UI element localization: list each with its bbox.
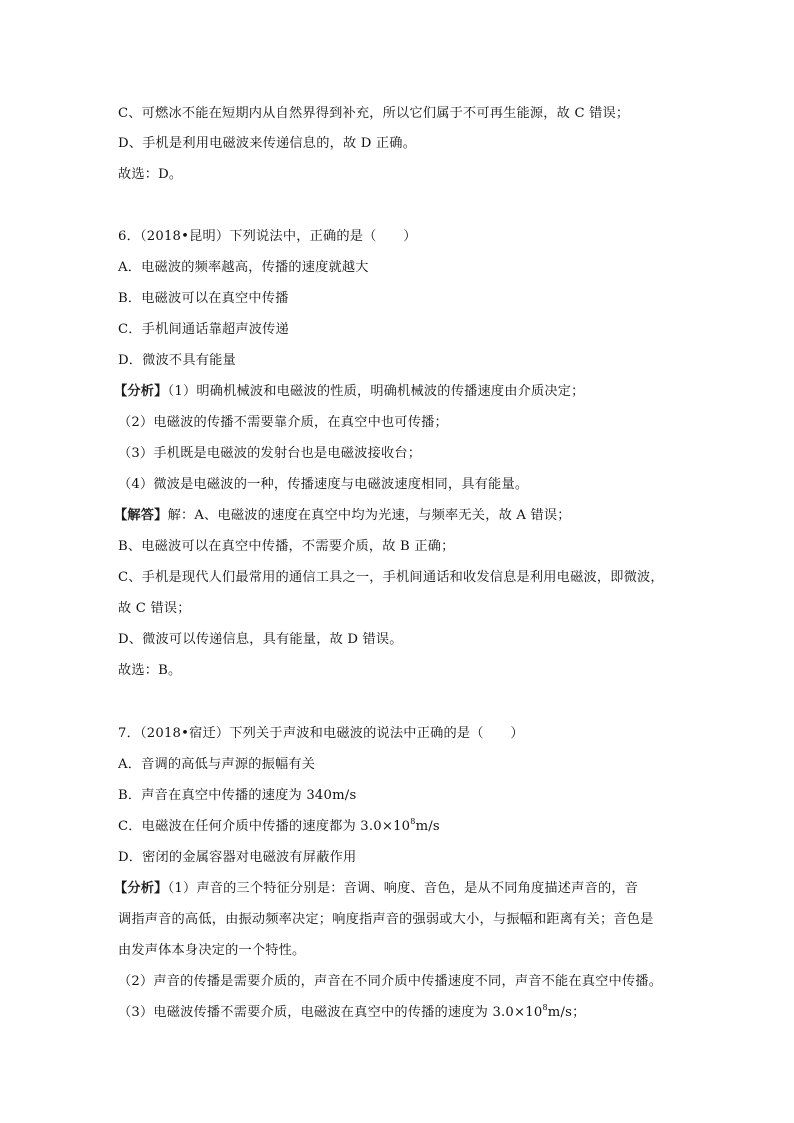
q5-answer: 故选：D。 bbox=[118, 167, 183, 182]
q5-option-d-explanation: D、手机是利用电磁波来传递信息的，故 D 正确。 bbox=[118, 136, 417, 151]
q7-stem: 7．（2018•宿迁）下列关于声波和电磁波的说法中正确的是（ ） bbox=[118, 726, 524, 741]
q7-analysis-line-4: （2）声音的传播是需要介质的，声音在不同介质中传播速度不同，声音不能在真空中传播。 bbox=[118, 974, 663, 989]
q6-solution-line-3: C、手机是现代人们最常用的通信工具之一，手机间通话和收发信息是利用电磁波，即微波， bbox=[118, 570, 664, 585]
unit: m/s bbox=[415, 819, 440, 834]
q7-analysis-line-1 bbox=[114, 879, 638, 899]
q7-option-c bbox=[118, 817, 440, 837]
q7-analysis-line-3: 由发声体本身决定的一个特性。 bbox=[118, 943, 306, 958]
exponent: 8 bbox=[410, 817, 416, 826]
analysis-text: （3）电磁波传播不需要介质，电磁波在真空中的传播的速度为 3.0×10 bbox=[118, 1005, 543, 1020]
q5-option-c-explanation: C、可燃冰不能在短期内从自然界得到补充，所以它们属于不可再生能源，故 C 错误； bbox=[118, 106, 630, 121]
q6-analysis-line-2: （2）电磁波的传播不需要靠介质，在真空中也可传播； bbox=[118, 415, 448, 430]
q6-option-d: D．微波不具有能量 bbox=[118, 353, 236, 368]
solution-text: 解：A、电磁波的速度在真空中均为光速，与频率无关，故 A 错误； bbox=[167, 508, 571, 523]
analysis-text: （1）明确机械波和电磁波的性质，明确机械波的传播速度由介质决定； bbox=[167, 384, 585, 399]
q6-analysis-line-3: （3）手机既是电磁波的发射台也是电磁波接收台； bbox=[118, 446, 422, 461]
q6-solution-line-1 bbox=[114, 506, 571, 526]
analysis-text: （1）声音的三个特征分别是：音调、响度、音色，是从不同角度描述声音的，音 bbox=[167, 881, 639, 896]
q7-option-a: A．音调的高低与声源的振幅有关 bbox=[118, 757, 316, 772]
q7-option-b: B．声音在真空中传播的速度为 340m/s bbox=[118, 788, 357, 803]
q7-analysis-line-2: 调指声音的高低，由振动频率决定；响度指声音的强弱或大小，与振幅和距离有关；音色是 bbox=[118, 912, 654, 927]
analysis-tag: 【分析】 bbox=[114, 384, 168, 399]
q6-answer: 故选：B。 bbox=[118, 663, 182, 678]
solution-tag: 【解答】 bbox=[114, 508, 168, 523]
q6-option-c: C．手机间通话靠超声波传递 bbox=[118, 322, 289, 337]
q6-option-a: A．电磁波的频率越高，传播的速度就越大 bbox=[118, 260, 369, 275]
q6-solution-line-5: D、微波可以传递信息，具有能量，故 D 错误。 bbox=[118, 632, 403, 647]
q7-analysis-line-5 bbox=[118, 1003, 585, 1023]
q6-stem: 6．（2018•昆明）下列说法中，正确的是（ ） bbox=[118, 229, 417, 244]
q6-analysis-line-1 bbox=[114, 382, 585, 402]
q7-option-d: D．密闭的金属容器对电磁波有屏蔽作用 bbox=[118, 850, 357, 865]
q6-solution-line-2: B、电磁波可以在真空中传播，不需要介质，故 B 正确； bbox=[118, 539, 455, 554]
exponent: 8 bbox=[542, 1003, 548, 1012]
analysis-tag: 【分析】 bbox=[114, 881, 168, 896]
q6-solution-line-4: 故 C 错误； bbox=[118, 601, 191, 616]
unit: m/s； bbox=[547, 1005, 586, 1020]
q6-option-b: B．电磁波可以在真空中传播 bbox=[118, 291, 289, 306]
q6-analysis-line-4: （4）微波是电磁波的一种，传播速度与电磁波速度相同，具有能量。 bbox=[118, 477, 529, 492]
q7-option-c-text: C．电磁波在任何介质中传播的速度都为 3.0×10 bbox=[118, 819, 411, 834]
